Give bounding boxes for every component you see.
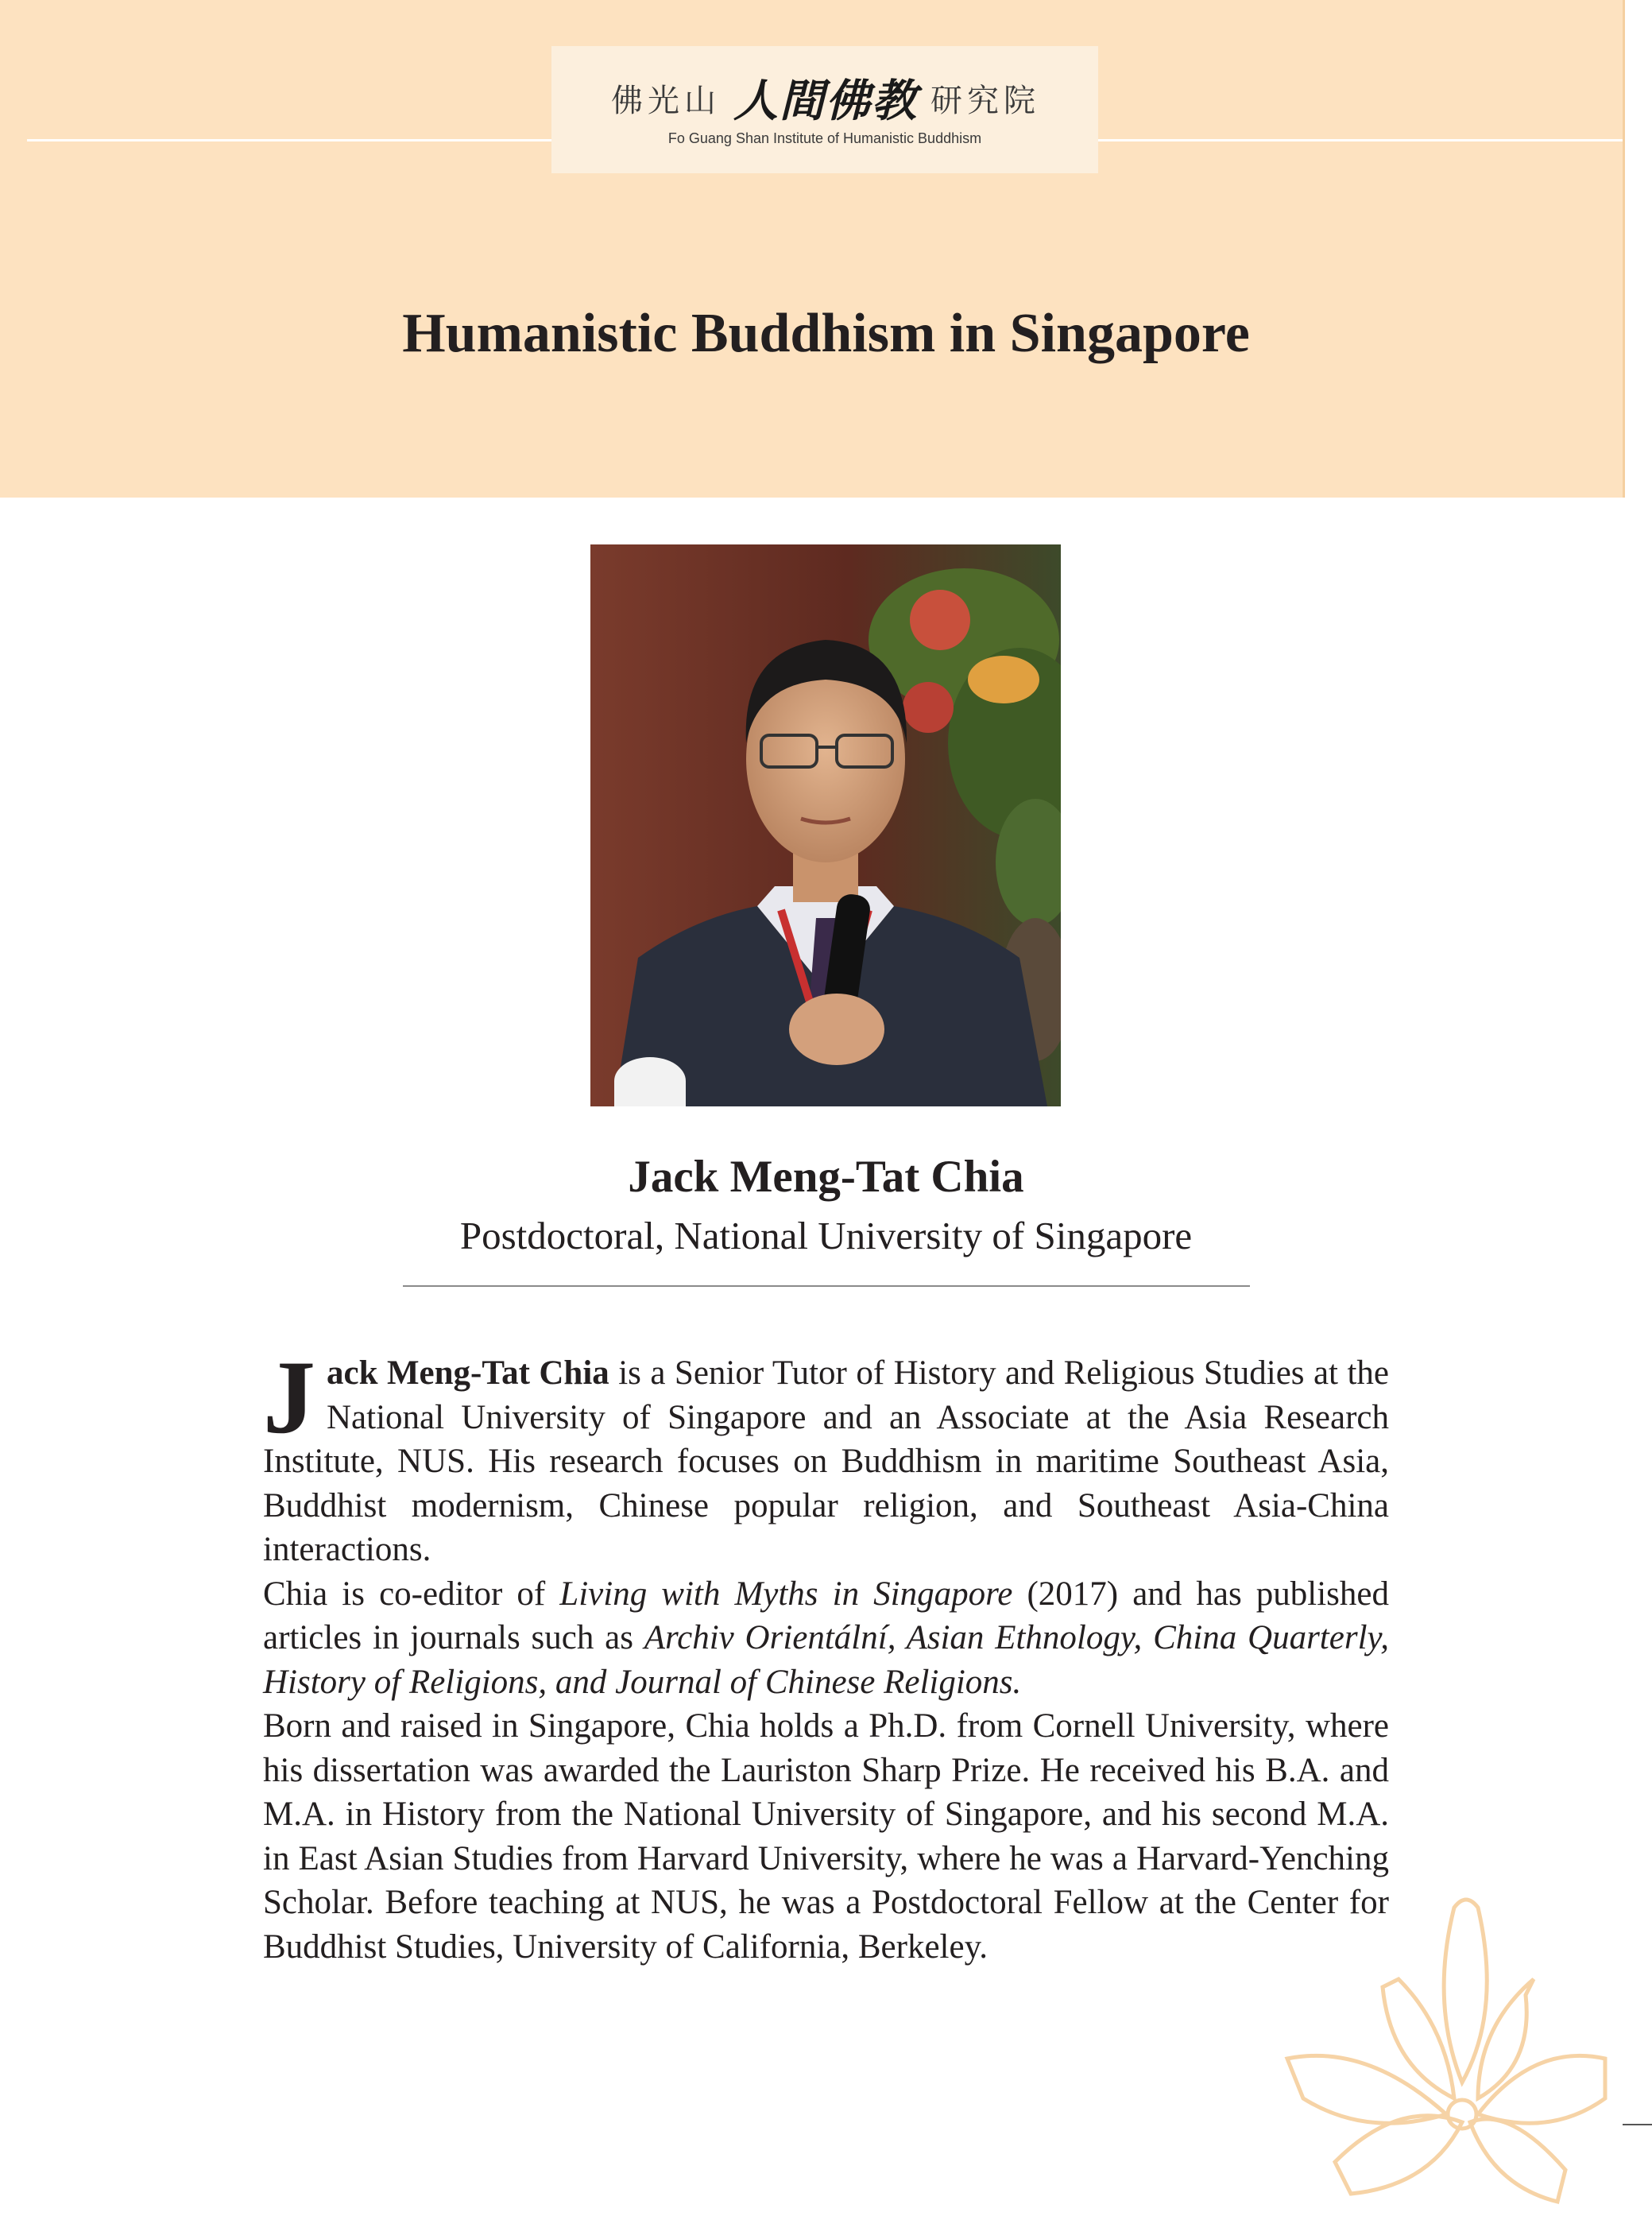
- bio-p1-text: is a Senior Tutor of History and Religious Studies at the National University of Singapore and an Associate at the Asia Research Institute, NUS. His research focuses on Buddhism in maritime Southeast Asia, Buddhist modernism, Chinese popular religion, and Southeast Asia-China interactions.: [263, 1354, 1389, 1568]
- bio-name-bold: ack Meng-Tat Chia: [327, 1354, 609, 1392]
- lotus-flower-decoration: [1192, 1860, 1621, 2216]
- institute-logo: [551, 46, 1098, 173]
- portrait-image: [590, 544, 1061, 1106]
- divider: [403, 1285, 1250, 1287]
- logo-english: Fo Guang Shan Institute of Humanistic Buddhism: [667, 130, 982, 146]
- logo-cn-right: 研究院: [930, 82, 1040, 119]
- bio-p2-a: Chia is co-editor of: [263, 1575, 560, 1613]
- book-title: Living with Myths in Singapore: [559, 1575, 1013, 1613]
- bio-paragraph-3: Born and raised in Singapore, Chia holds a Ph.D. from Cornell University, where his dissertation was awarded the Lauriston Sharp Prize. He received his B.A. and M.A. in History from the National University of Singapore, and his second M.A. in East Asian Studies from Harvard University, where he was a Harvard-Yenching Scholar. Before teaching at NUS, he was a Postdoctoral Fellow at the Center for Buddhist Studies, University of California, Berkeley.: [263, 1707, 1389, 1966]
- page-edge-mark: [1623, 2124, 1652, 2125]
- journal-list: Archiv Orientální, Asian Ethnology, China Quarterly, History of Religions, and Journal of Chinese Religions.: [263, 1619, 1389, 1701]
- logo-chinese: [583, 70, 1068, 126]
- author-name: Jack Meng-Tat Chia: [628, 1152, 1024, 1202]
- logo-cn-script: 人間佛教: [733, 75, 918, 127]
- logo-cn-left: 佛光山: [611, 82, 721, 119]
- bio-paragraph-2: [263, 1572, 1389, 1705]
- author-affiliation: Postdoctoral, National University of Singapore: [459, 1214, 1193, 1257]
- page-title: Humanistic Buddhism in Singapore: [402, 303, 1250, 364]
- edge-line: [1623, 0, 1625, 498]
- bio-p2-b: (2017) and has published articles in journals such as: [263, 1575, 1389, 1656]
- drop-cap: J: [263, 1339, 315, 1455]
- bio-paragraph-1: [263, 1339, 1389, 1572]
- portrait-photo: [590, 544, 1061, 1106]
